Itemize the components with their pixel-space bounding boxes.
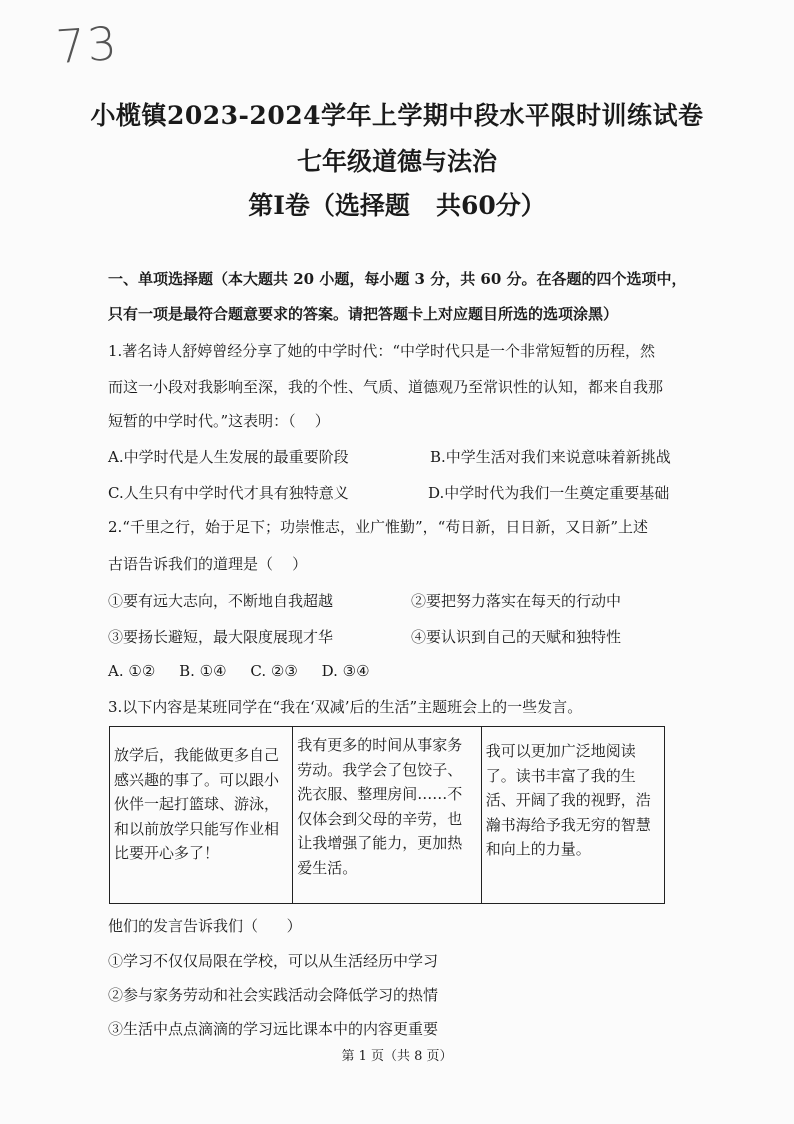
handwritten-page-number: 73 — [54, 15, 121, 75]
instructions-line-2: 只有一项是最符合题意要求的答案。请把答题卡上对应题目所选的选项涂黑） — [108, 305, 619, 323]
instructions-line-1: 一、单项选择题（本大题共 20 小题，每小题 3 分，共 60 分。在各题的四个选项中， — [108, 270, 687, 288]
q3-stem: 3.以下内容是某班同学在“我在‘双减’后的生活”主题班会上的一些发言。 — [108, 698, 583, 716]
q1-stem-line-1: 1.著名诗人舒婷曾经分享了她的中学时代：“中学时代只是一个非常短暂的历程，然 — [108, 342, 655, 360]
q2-options: A. ①② B. ①④ C. ②③ D. ③④ — [108, 662, 370, 680]
q2-statement-1: ①要有远大志向，不断地自我超越 — [108, 592, 334, 610]
q1-stem-line-3: 短暂的中学时代。”这表明：（ ） — [108, 412, 330, 430]
q3-quote-cell-1: 放学后，我能做更多自己感兴趣的事了。可以跟小伙伴一起打篮球、游泳，和以前放学只能写作业相比要开心多了！ — [110, 727, 293, 904]
q2-statement-2: ②要把努力落实在每天的行动中 — [411, 592, 622, 610]
q3-quotes-table — [109, 726, 665, 904]
q3-statement-2: ②参与家务劳动和社会实践活动会降低学习的热情 — [108, 986, 439, 1004]
q3-statement-3: ③生活中点点滴滴的学习远比课本中的内容更重要 — [108, 1020, 439, 1038]
q1-option-a: A.中学时代是人生发展的最重要阶段 — [108, 448, 349, 466]
q3-quote-cell-2: 我有更多的时间从事家务劳动。我学会了包饺子、洗衣服、整理房间……不仅体会到父母的辛劳，也让我增强了能力，更加热爱生活。 — [293, 727, 482, 904]
q3-statement-1: ①学习不仅仅局限在学校，可以从生活经历中学习 — [108, 952, 439, 970]
q1-option-c: C.人生只有中学时代才具有独特意义 — [108, 484, 349, 502]
section-title: 第Ⅰ卷（选择题 共60分） — [248, 191, 546, 220]
q3-quote-cell-3: 我可以更加广泛地阅读了。读书丰富了我的生活、开阔了我的视野，浩瀚书海给予我无穷的智慧和向上的力量。 — [481, 727, 664, 904]
q1-option-d: D.中学时代为我们一生奠定重要基础 — [428, 484, 670, 502]
q2-stem-line-1: 2.“千里之行，始于足下；功崇惟志，业广惟勤”，“苟日新，日日新，又日新”上述 — [108, 518, 648, 536]
exam-title: 小榄镇2023-2024学年上学期中段水平限时训练试卷 — [90, 101, 704, 130]
q1-stem-line-2: 而这一小段对我影响至深，我的个性、气质、道德观乃至常识性的认知，都来自我那 — [108, 378, 664, 396]
q3-question: 他们的发言告诉我们（ ） — [108, 917, 302, 935]
q2-statement-3: ③要扬长避短，最大限度展现才华 — [108, 628, 334, 646]
q2-statement-4: ④要认识到自己的天赋和独特性 — [411, 628, 622, 646]
q2-stem-line-2: 古语告诉我们的道理是（ ） — [108, 555, 308, 573]
page-footer: 第 1 页（共 8 页） — [341, 1049, 453, 1064]
subject-title: 七年级道德与法治 — [296, 147, 497, 176]
q1-option-b: B.中学生活对我们来说意味着新挑战 — [430, 448, 671, 466]
